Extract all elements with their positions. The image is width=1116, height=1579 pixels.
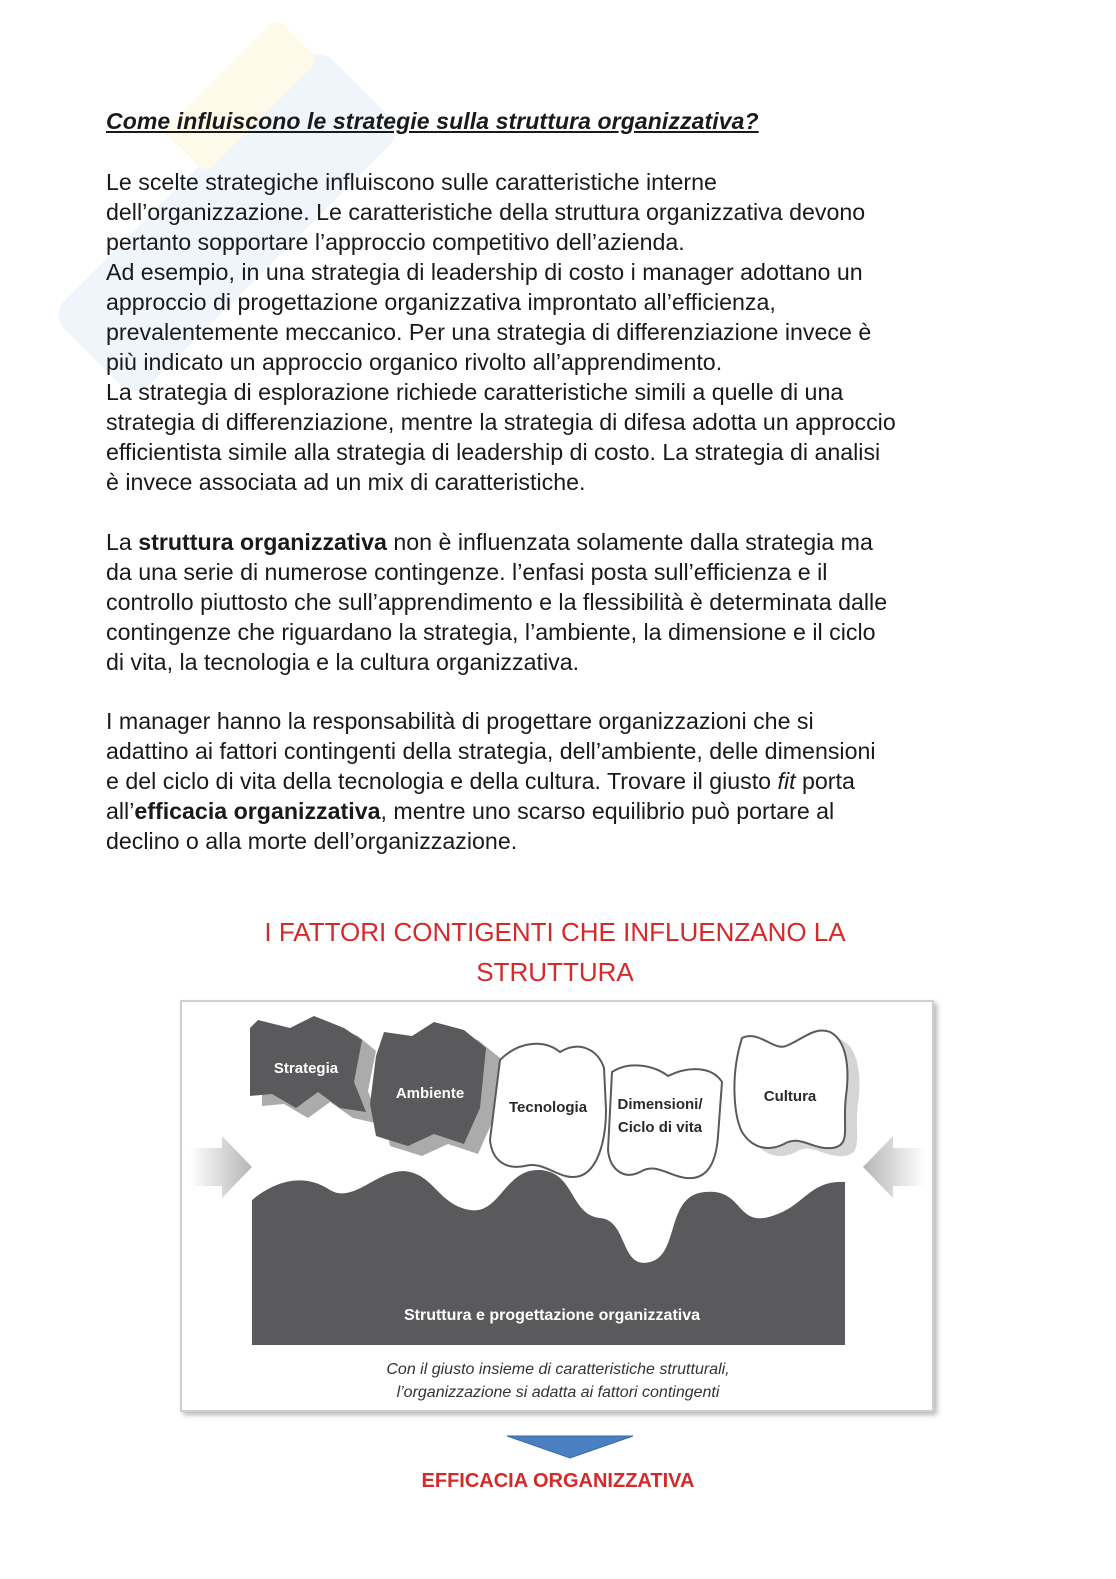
piece-label-ciclo-di-vita: Ciclo di vita	[617, 1119, 703, 1136]
text-line: Le scelte strategiche influiscono sulle caratteristiche interne	[106, 169, 717, 195]
text-fragment: non è influenzata solamente dalla strategia ma	[386, 529, 873, 555]
text-line: declino o alla morte dell’organizzazione.	[106, 828, 518, 854]
text-fragment: , mentre uno scarso equilibrio può portare al	[380, 798, 835, 824]
caption-line: Con il giusto insieme di caratteristiche strutturali,	[386, 1361, 730, 1378]
text-line: efficientista simile alla strategia di leadership di costo. La strategia di analisi	[106, 439, 881, 465]
text-fragment: all’	[106, 798, 135, 824]
figure-caption	[0, 1358, 1116, 1404]
piece-label-strategia: Strategia	[273, 1060, 339, 1077]
piece-label-dimensioni: Dimensioni/	[617, 1096, 703, 1113]
piece-label-ambiente: Ambiente	[395, 1085, 465, 1102]
text-fragment: porta	[795, 768, 855, 794]
text-line: La strategia di esplorazione richiede caratteristiche simili a quelle di una	[106, 379, 844, 405]
piece-label-cultura: Cultura	[763, 1088, 817, 1105]
puzzle-piece-ambiente	[370, 1022, 486, 1146]
italic-term-fit: fit	[777, 768, 796, 794]
figure-title-line: STRUTTURA	[476, 957, 634, 987]
text-line: strategia di differenziazione, mentre la strategia di difesa adotta un approccio	[106, 409, 896, 435]
caption-line: l’organizzazione si adatta ai fattori contingenti	[396, 1384, 720, 1401]
text-line: prevalentemente meccanico. Per una strategia di differenziazione invece è	[106, 319, 872, 345]
result-label: EFFICACIA ORGANIZZATIVA	[421, 1470, 695, 1492]
section-heading: Come influiscono le strategie sulla struttura organizzativa?	[106, 108, 759, 134]
text-line: controllo piuttosto che sull’apprendimento e la flessibilità è determinata dalle	[106, 589, 888, 615]
bold-term-efficacia: efficacia organizzativa	[134, 798, 381, 824]
text-line: di vita, la tecnologia e la cultura organizzativa.	[106, 649, 580, 675]
piece-label-tecnologia: Tecnologia	[508, 1099, 588, 1116]
text-fragment: e del ciclo di vita della tecnologia e della cultura. Trovare il giusto	[106, 768, 778, 794]
text-line: più indicato un approccio organico rivolto all’apprendimento.	[106, 349, 723, 375]
text-line: contingenze che riguardano la strategia, l’ambiente, la dimensione e il ciclo	[106, 619, 876, 645]
base-structure-label: Struttura e progettazione organizzativa	[403, 1307, 701, 1324]
figure-title-line: I FATTORI CONTIGENTI CHE INFLUENZANO LA	[264, 917, 846, 947]
text-line: approccio di progettazione organizzativa improntato all’efficienza,	[106, 289, 776, 315]
arrow-right-icon	[190, 1136, 252, 1198]
bold-term-struttura: struttura organizzativa	[138, 529, 387, 555]
text-line: è invece associata ad un mix di caratteristiche.	[106, 469, 586, 495]
text-line: dell’organizzazione. Le caratteristiche della struttura organizzativa devono	[106, 199, 866, 225]
text-line: da una serie di numerose contingenze. l’enfasi posta sull’efficienza e il	[106, 559, 828, 585]
text-fragment: La	[106, 529, 139, 555]
down-arrow-icon	[505, 1430, 635, 1462]
text-line: I manager hanno la responsabilità di progettare organizzazioni che si	[106, 708, 814, 734]
arrow-left-icon	[863, 1136, 925, 1198]
text-line: pertanto sopportare l’approccio competitivo dell’azienda.	[106, 229, 685, 255]
text-line: adattino ai fattori contingenti della strategia, dell’ambiente, delle dimensioni	[106, 738, 876, 764]
text-line: Ad esempio, in una strategia di leadership di costo i manager adottano un	[106, 259, 863, 285]
